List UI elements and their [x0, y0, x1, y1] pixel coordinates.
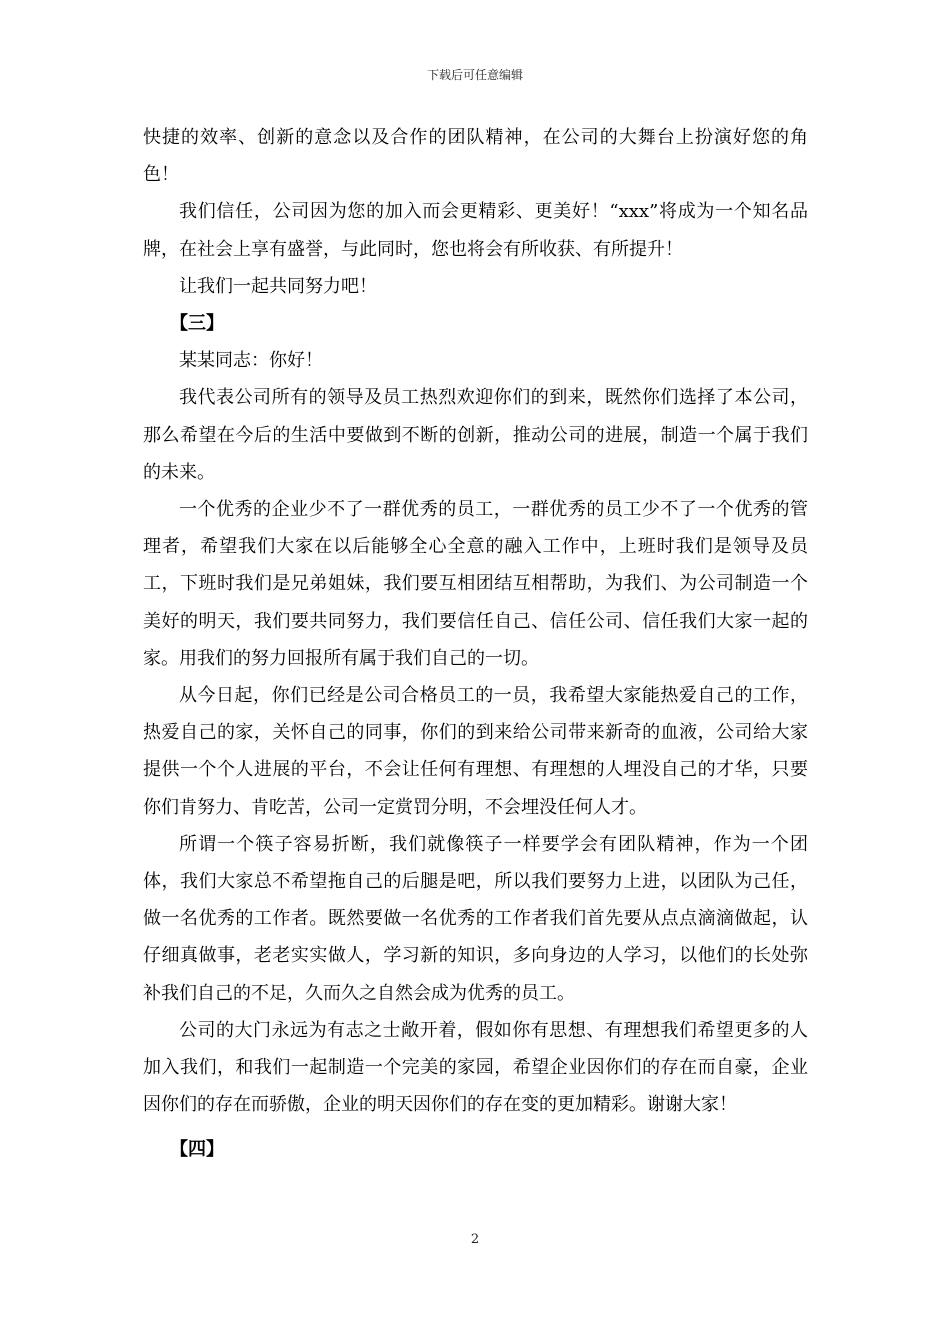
- paragraph: 快捷的效率、创新的意念以及合作的团队精神，在公司的大舞台上扮演好您的角色！: [143, 127, 808, 186]
- paragraph: 公司的大门永远为有志之士敞开着，假如你有思想、有理想我们希望更多的人加入我们，和我们一起制造一个完美的家园，希望企业因你们的存在而自豪，企业因你们的存在而骄傲，企业的明天因你们的存在变的更加精彩。谢谢大家！: [143, 1019, 808, 1116]
- paragraph: 让我们一起共同努力吧！: [179, 275, 377, 297]
- paragraph: 从今日起，你们已经是公司合格员工的一员，我希望大家能热爱自己的工作，热爱自己的家，关怀自己的同事，你们的到来给公司带来新奇的血液，公司给大家提供一个个人进展的平台，不会让任何有理想、有理想的人埋没自己的才华，只要你们肯努力、肯吃苦，公司一定赏罚分明，不会埋没任何人才。: [143, 685, 808, 818]
- document-body: [143, 119, 808, 1169]
- section-heading: 【三】: [170, 313, 224, 335]
- paragraph: 一个优秀的企业少不了一群优秀的员工，一群优秀的员工少不了一个优秀的管理者，希望我们大家在以后能够全心全意的融入工作中，上班时我们是领导及员工，下班时我们是兄弟姐妹，我们要互相团结互相帮助，为我们、为公司制造一个美好的明天，我们要共同努力，我们要信任自己、信任公司、信任我们大家一起的家。用我们的努力回报所有属于我们自己的一切。: [143, 499, 808, 669]
- salutation: 某某同志：你好！: [179, 350, 323, 372]
- section-heading: 【四】: [170, 1139, 224, 1161]
- paragraph: 我们信任，公司因为您的加入而会更精彩、更美好！“xxx”将成为一个知名品牌，在社会上享有盛誉，与此同时，您也将会有所收获、有所提升！: [143, 201, 808, 260]
- page-header: 下载后可任意编辑: [426, 68, 523, 82]
- paragraph: 我代表公司所有的领导及员工热烈欢迎你们的到来，既然你们选择了本公司，那么希望在今后的生活中要做到不断的创新，推动公司的进展，制造一个属于我们的未来。: [143, 387, 808, 483]
- paragraph: 所谓一个筷子容易折断，我们就像筷子一样要学会有团队精神，作为一个团体，我们大家总不希望拖自己的后腿是吧，所以我们要努力上进，以团队为己任，做一名优秀的工作者。既然要做一名优秀的工作者我们首先要从点点滴滴做起，认仔细真做事，老老实实做人，学习新的知识，多向身边的人学习，以他们的长处弥补我们自己的不足，久而久之自然会成为优秀的员工。: [143, 833, 808, 1004]
- page-number: 2: [470, 1232, 480, 1247]
